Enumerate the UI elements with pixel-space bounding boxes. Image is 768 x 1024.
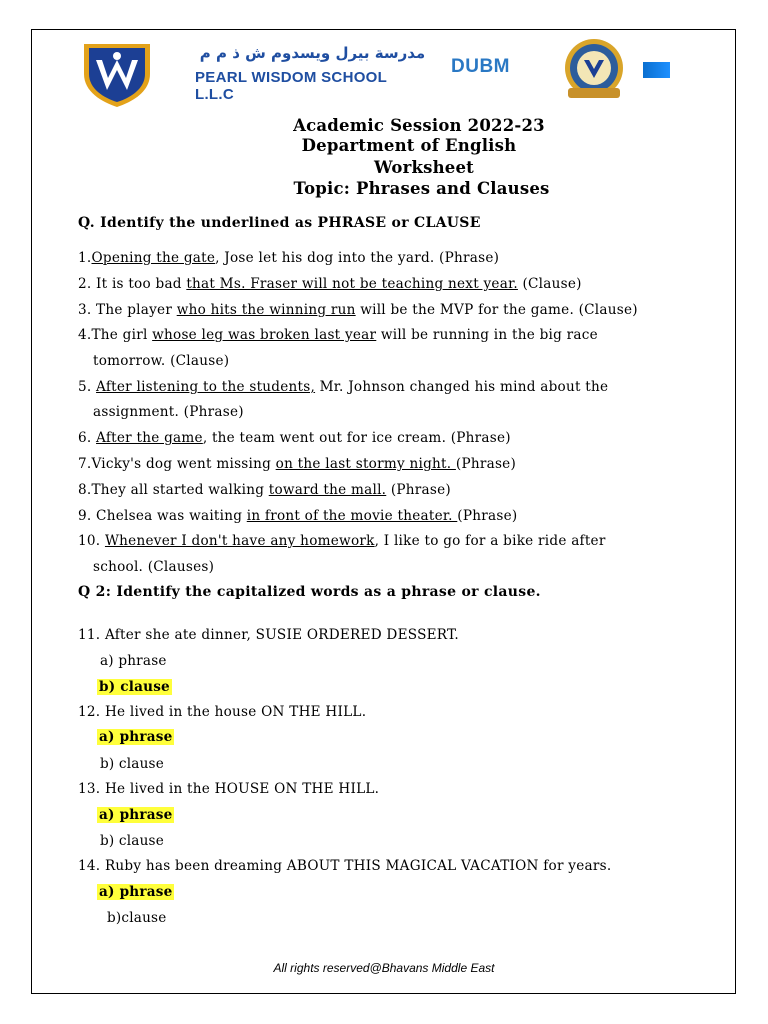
q2-item-12: 12. He lived in the house ON THE HILL. — [78, 704, 367, 720]
answer-highlight: a) phrase — [99, 729, 173, 745]
q2-item-12-option-b: b) clause — [100, 756, 164, 772]
q1-item-6: 6. After the game, the team went out for ice cream. (Phrase) — [78, 430, 511, 446]
q1-item-3: 3. The player who hits the winning run will be the MVP for the game. (Clause) — [78, 302, 638, 318]
school-name — [195, 43, 430, 103]
answer-highlight: a) phrase — [99, 807, 173, 823]
q1-item-5-cont: assignment. (Phrase) — [93, 404, 244, 420]
q1-item-7: 7.Vicky's dog went missing on the last stormy night. (Phrase) — [78, 456, 517, 472]
q1-item-9: 9. Chelsea was waiting in front of the movie theater. (Phrase) — [78, 508, 518, 524]
topic-title: Topic: Phrases and Clauses — [293, 179, 550, 198]
q2-item-14-option-b: b)clause — [107, 910, 167, 926]
question-2-prompt: Q 2: Identify the capitalized words as a phrase or clause. — [78, 584, 541, 600]
q2-item-13-option-a — [97, 807, 174, 823]
school-shield-logo-icon — [80, 40, 154, 108]
answer-highlight: b) clause — [99, 679, 170, 695]
q2-item-13: 13. He lived in the HOUSE ON THE HILL. — [78, 781, 380, 797]
dubm-logo: DUBM — [451, 56, 510, 77]
answer-highlight: a) phrase — [99, 884, 173, 900]
footer-copyright: All rights reserved@Bhavans Middle East — [273, 961, 495, 975]
q1-item-10-cont: school. (Clauses) — [93, 559, 215, 575]
q1-item-10: 10. Whenever I don't have any homework, I like to go for a bike ride after — [78, 533, 606, 549]
q2-item-11-option-b — [97, 679, 172, 695]
q1-item-4-cont: tomorrow. (Clause) — [93, 353, 230, 369]
worksheet-title: Worksheet — [373, 158, 475, 177]
q1-item-8: 8.They all started walking toward the mall. (Phrase) — [78, 482, 451, 498]
blue-rectangle-decoration — [643, 62, 670, 78]
q2-item-11: 11. After she ate dinner, SUSIE ORDERED DESSERT. — [78, 627, 459, 643]
school-name-english: PEARL WISDOM SCHOOL L.L.C — [195, 69, 387, 103]
seal-logo-icon — [556, 38, 632, 102]
q2-item-14: 14. Ruby has been dreaming ABOUT THIS MAGICAL VACATION for years. — [78, 858, 612, 874]
department-title: Department of English — [301, 136, 517, 155]
q2-item-12-option-a — [97, 729, 174, 745]
question-1-prompt: Q. Identify the underlined as PHRASE or CLAUSE — [78, 215, 481, 231]
q2-item-14-option-a — [97, 884, 174, 900]
q1-item-5: 5. After listening to the students, Mr. Johnson changed his mind about the — [78, 379, 609, 395]
academic-session-title: Academic Session 2022-23 — [293, 116, 545, 135]
q1-item-2: 2. It is too bad that Ms. Fraser will not be teaching next year. (Clause) — [78, 276, 582, 292]
q1-item-1: 1.Opening the gate, Jose let his dog into the yard. (Phrase) — [78, 250, 500, 266]
q1-item-4: 4.The girl whose leg was broken last year will be running in the big race — [78, 327, 598, 343]
school-name-arabic: مدرسة بيرل ويسدوم ش ذ م م — [199, 44, 426, 62]
q2-item-11-option-a: a) phrase — [100, 653, 167, 669]
q2-item-13-option-b: b) clause — [100, 833, 164, 849]
